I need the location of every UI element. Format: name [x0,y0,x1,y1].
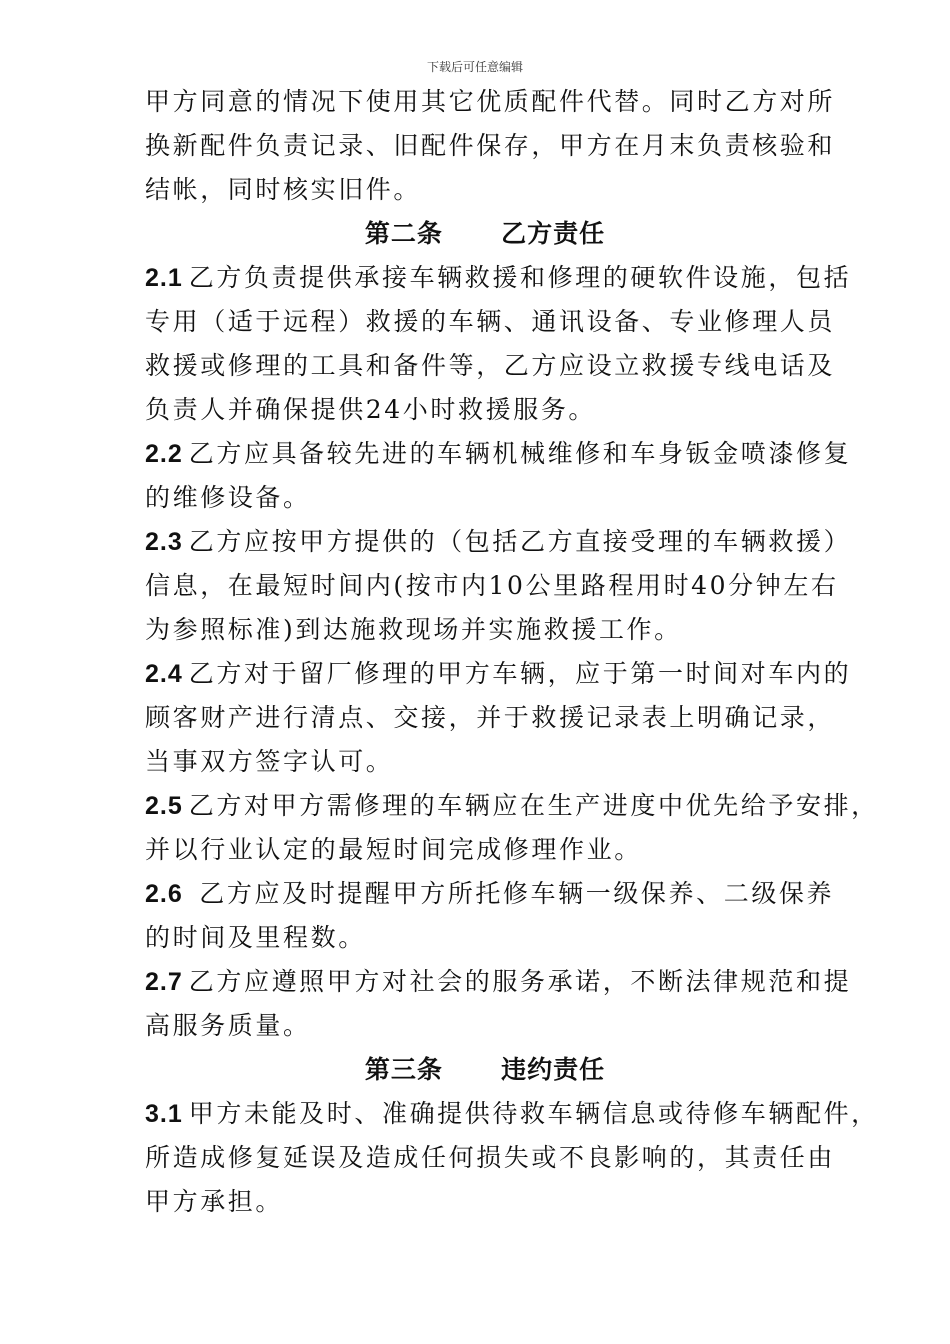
line-text: 救援或修理的工具和备件等，乙方应设立救援专线电话及 [145,351,836,380]
section-heading [145,212,825,256]
text-line [145,960,852,1004]
text-line [145,564,839,608]
heading-text: 第二条 乙方责任 [364,219,606,248]
text-line [145,300,836,344]
line-text: 的维修设备。 [145,483,311,512]
heading-text: 第三条 违约责任 [364,1055,606,1084]
line-text: 结帐，同时核实旧件。 [145,175,422,204]
line-text: 乙方对甲方需修理的车辆应在生产进度中优先给予安排， [188,791,879,820]
line-text: 乙方应及时提醒甲方所托修车辆一级保养、二级保养 [188,879,835,908]
clause-number: 2.7 [145,968,183,996]
line-text: 为参照标准)到达施救现场并实施救援工作。 [145,615,682,644]
text-line [145,124,836,168]
text-line [145,344,836,388]
text-line [145,80,836,124]
text-line [145,1180,825,1224]
clause-number: 2.2 [145,440,183,468]
document-body [145,80,879,1224]
text-line [145,828,825,872]
clause-number: 2.5 [145,792,183,820]
text-line [145,432,852,476]
line-text: 乙方对于留厂修理的甲方车辆，应于第一时间对车内的 [188,659,852,688]
clause-number: 3.1 [145,1100,183,1128]
line-text: 所造成修复延误及造成任何损失或不良影响的，其责任由 [145,1143,836,1172]
text-line [145,168,825,212]
line-text: 甲方同意的情况下使用其它优质配件代替。同时乙方对所 [145,87,836,116]
clause-number: 2.4 [145,660,183,688]
clause-number: 2.1 [145,264,183,292]
text-line [145,1136,836,1180]
line-text: 信息，在最短时间内(按市内10公里路程用时40分钟左右 [145,571,839,600]
line-text: 顾客财产进行清点、交接，并于救援记录表上明确记录， [145,703,836,732]
text-line [145,784,879,828]
line-text: 甲方承担。 [145,1187,284,1216]
text-line [145,652,852,696]
line-text: 乙方应遵照甲方对社会的服务承诺，不断法律规范和提 [188,967,852,996]
text-line [145,476,825,520]
line-text: 乙方应具备较先进的车辆机械维修和车身钣金喷漆修复 [188,439,852,468]
text-line [145,1004,825,1048]
line-text: 乙方负责提供承接车辆救援和修理的硬软件设施，包括 [188,263,852,292]
line-text: 乙方应按甲方提供的（包括乙方直接受理的车辆救援） [188,527,852,556]
header-note: 下载后可任意编辑 [426,60,523,74]
line-text: 的时间及里程数。 [145,923,366,952]
text-line [145,608,825,652]
clause-number: 2.6 [145,880,183,908]
clause-number: 2.3 [145,528,183,556]
text-line [145,872,835,916]
line-text: 负责人并确保提供24小时救援服务。 [145,395,597,424]
line-text: 专用（适于远程）救援的车辆、通讯设备、专业修理人员 [145,307,836,336]
text-line [145,520,852,564]
section-heading [145,1048,825,1092]
text-line [145,1092,879,1136]
line-text: 并以行业认定的最短时间完成修理作业。 [145,835,642,864]
line-text: 当事双方签字认可。 [145,747,394,776]
text-line [145,740,825,784]
text-line [145,696,836,740]
line-text: 甲方未能及时、准确提供待救车辆信息或待修车辆配件， [188,1099,879,1128]
text-line [145,388,825,432]
line-text: 换新配件负责记录、旧配件保存，甲方在月末负责核验和 [145,131,836,160]
text-line [145,916,825,960]
text-line [145,256,852,300]
line-text: 高服务质量。 [145,1011,311,1040]
